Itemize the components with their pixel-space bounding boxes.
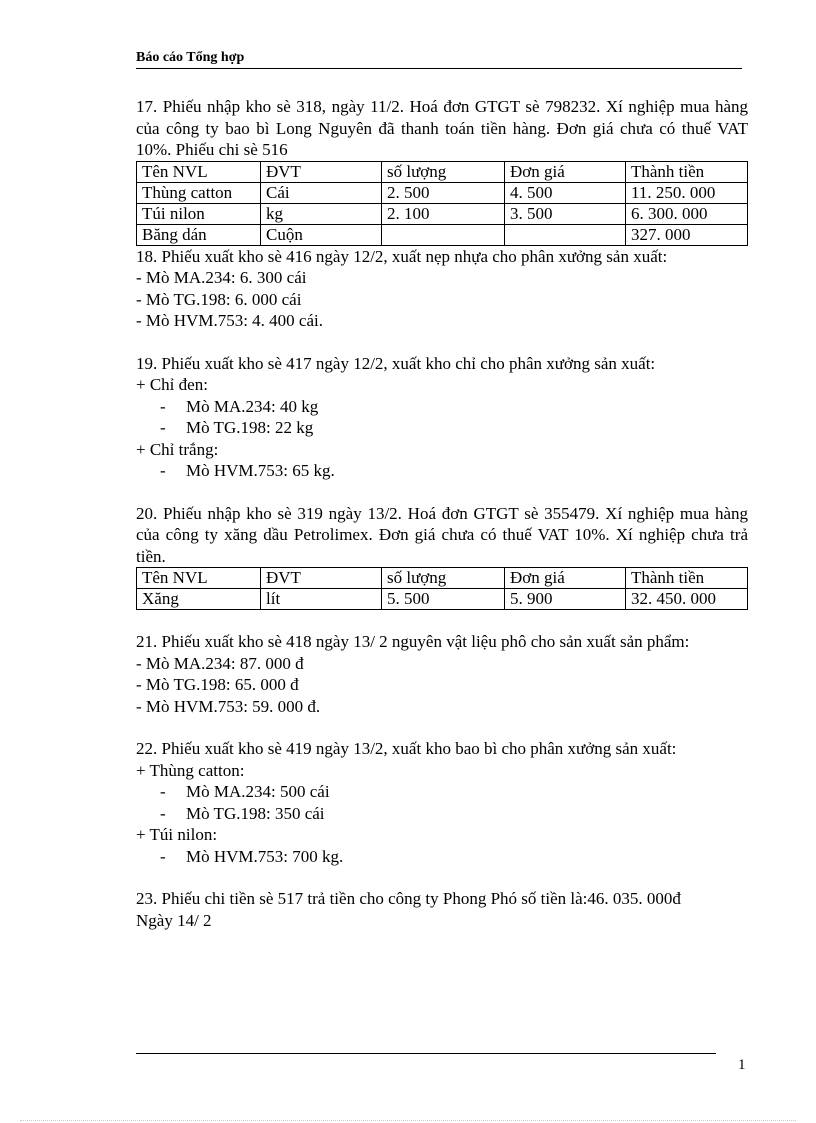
table-header-cell: Thành tiền <box>626 161 748 182</box>
table-cell: 11. 250. 000 <box>626 182 748 203</box>
table-header-cell: số lượng <box>382 161 505 182</box>
table-header-cell: Đơn giá <box>505 161 626 182</box>
list-item: - Mò MA.234: 6. 300 cái <box>136 268 307 287</box>
table-header-cell: Đơn giá <box>505 568 626 589</box>
entry-date: Ngày 14/ 2 <box>136 910 212 930</box>
document-body <box>136 96 748 931</box>
entry-18: 18. Phiếu xuất kho sè 416 ngày 12/2, xuất nẹp nhựa cho phân xưởng sản xuất: <box>136 246 668 266</box>
table-cell: lít <box>261 589 382 610</box>
list-item: - Mò MA.234: 500 cái <box>136 781 748 803</box>
table-cell: 4. 500 <box>505 182 626 203</box>
table-cell: 32. 450. 000 <box>626 589 748 610</box>
table-cell: Băng dán <box>137 224 261 245</box>
table-cell: 5. 900 <box>505 589 626 610</box>
table-header-row <box>137 568 748 589</box>
table-header-cell: ĐVT <box>261 568 382 589</box>
table-row <box>137 182 748 203</box>
table-cell: Thùng catton <box>137 182 261 203</box>
list-item: - Mò HVM.753: 4. 400 cái. <box>136 311 323 330</box>
list-item: - Mò TG.198: 350 cái <box>136 803 748 825</box>
entry-23: 23. Phiếu chi tiền sè 517 trả tiền cho công ty Phong Phó số tiền là:46. 035. 000đ <box>136 889 681 908</box>
table-cell: 5. 500 <box>382 589 505 610</box>
list-item: - Mò MA.234: 87. 000 đ <box>136 653 304 673</box>
entry-20: 20. Phiếu nhập kho sè 319 ngày 13/2. Hoá đơn GTGT sè 355479. Xí nghiệp mua hàng của công ty xăng dầu Petrolimex. Đơn giá chưa có thuế VAT 10%. Xí nghiệp chưa trả tiền. <box>136 503 748 566</box>
table-cell: 2. 500 <box>382 182 505 203</box>
purchase-table-2 <box>136 567 748 610</box>
list-item: - Mò TG.198: 65. 000 đ <box>136 675 299 694</box>
list-item: - Mò HVM.753: 59. 000 đ. <box>136 696 321 716</box>
list-item: - Mò TG.198: 6. 000 cái <box>136 289 302 309</box>
table-header-row <box>137 161 748 182</box>
table-header-cell: ĐVT <box>261 161 382 182</box>
footer-divider <box>136 1053 716 1054</box>
table-header-cell: số lượng <box>382 568 505 589</box>
table-cell: 3. 500 <box>505 203 626 224</box>
table-header-cell: Thành tiền <box>626 568 748 589</box>
group-label: + Chỉ trắng: <box>136 439 219 459</box>
table-header-cell: Tên NVL <box>137 568 261 589</box>
entry-17: 17. Phiếu nhập kho sè 318, ngày 11/2. Hoá đơn GTGT sè 798232. Xí nghiệp mua hàng của công ty bao bì Long Nguyên đã thanh toán tiền hàng. Đơn giá chưa có thuế VAT 10%. Phiếu chi sè 516 <box>136 97 748 159</box>
table-cell <box>382 224 505 245</box>
table-row <box>137 224 748 245</box>
list-item: - Mò HVM.753: 65 kg. <box>136 460 748 482</box>
table-cell: 6. 300. 000 <box>626 203 748 224</box>
table-cell: Cái <box>261 182 382 203</box>
list-item: - Mò MA.234: 40 kg <box>136 396 748 418</box>
page-number: 1 <box>738 1057 746 1073</box>
group-label: + Túi nilon: <box>136 825 218 844</box>
table-cell <box>505 224 626 245</box>
list-item: - Mò HVM.753: 700 kg. <box>136 846 748 868</box>
group-label: + Chỉ đen: <box>136 375 208 394</box>
table-header-cell: Tên NVL <box>137 161 261 182</box>
page-header: Báo cáo Tổng hợp <box>136 50 742 69</box>
table-row <box>137 203 748 224</box>
list-item: - Mò TG.198: 22 kg <box>136 417 748 439</box>
entry-21: 21. Phiếu xuất kho sè 418 ngày 13/ 2 nguyên vật liệu phô cho sản xuất sản phẩm: <box>136 632 690 651</box>
table-cell: 2. 100 <box>382 203 505 224</box>
table-cell: Cuộn <box>261 224 382 245</box>
table-cell: Túi nilon <box>137 203 261 224</box>
page-break-line <box>20 1120 796 1121</box>
table-cell: kg <box>261 203 382 224</box>
entry-22: 22. Phiếu xuất kho sè 419 ngày 13/2, xuất kho bao bì cho phân xưởng sản xuất: <box>136 739 677 758</box>
entry-19: 19. Phiếu xuất kho sè 417 ngày 12/2, xuất kho chỉ cho phân xưởng sản xuất: <box>136 353 656 373</box>
group-label: + Thùng catton: <box>136 760 245 780</box>
table-row <box>137 589 748 610</box>
purchase-table-1 <box>136 161 748 246</box>
table-cell: 327. 000 <box>626 224 748 245</box>
table-cell: Xăng <box>137 589 261 610</box>
